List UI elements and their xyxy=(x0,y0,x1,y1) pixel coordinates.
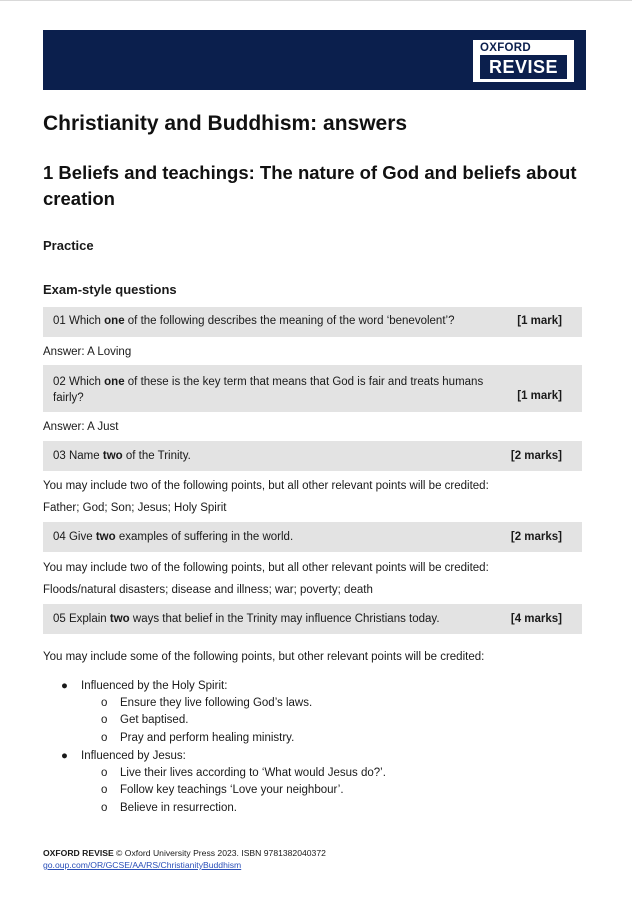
question-mark: [2 marks] xyxy=(510,531,562,543)
question-text: 05 Explain two ways that belief in the Trinity may influence Christians today. xyxy=(53,613,440,625)
question-box-01 xyxy=(43,307,582,337)
question-text: 04 Give two examples of suffering in the world. xyxy=(53,531,294,543)
circle-bullet-icon: o xyxy=(101,697,108,709)
question-mark: [4 marks] xyxy=(510,613,562,625)
answer-03-list: Father; God; Son; Jesus; Holy Spirit xyxy=(43,502,227,514)
answer-02: Answer: A Just xyxy=(43,421,119,433)
page-top-border xyxy=(0,0,632,1)
circle-bullet-icon: o xyxy=(101,802,108,814)
circle-bullet-icon: o xyxy=(101,784,108,796)
circle-bullet-icon: o xyxy=(101,714,108,726)
header-banner xyxy=(43,30,586,90)
footer-copyright: OXFORD REVISE © Oxford University Press 2023. ISBN 9781382040372 xyxy=(43,848,326,858)
question-text: 03 Name two of the Trinity. xyxy=(53,450,191,462)
question-box-05 xyxy=(43,604,582,634)
question-text: 02 Which one of these is the key term that means that God is fair and treats humans fairly? xyxy=(53,376,484,404)
footer-link[interactable]: go.oup.com/OR/GCSE/AA/RS/ChristianityBuddhism xyxy=(43,860,242,870)
circle-bullet-icon: o xyxy=(101,767,108,779)
exam-questions-heading: Exam-style questions xyxy=(43,282,177,297)
section-title: 1 Beliefs and teachings: The nature of God and beliefs about creation xyxy=(43,162,577,209)
logo-bottom-text: REVISE xyxy=(480,55,567,79)
answer-01: Answer: A Loving xyxy=(43,346,132,358)
answer-03-intro: You may include two of the following points, but all other relevant points will be credited: xyxy=(43,480,489,492)
question-box-03 xyxy=(43,441,582,471)
answer-04-intro: You may include two of the following points, but all other relevant points will be credited: xyxy=(43,562,489,574)
answer-05-intro: You may include some of the following points, but other relevant points will be credited: xyxy=(43,651,485,663)
circle-bullet-icon: o xyxy=(101,732,108,744)
bullet-dot-icon: ● xyxy=(61,680,68,692)
question-mark: [2 marks] xyxy=(510,450,562,462)
logo-top-text: OXFORD xyxy=(480,42,531,54)
oxford-revise-logo xyxy=(473,40,574,82)
answer-04-list: Floods/natural disasters; disease and illness; war; poverty; death xyxy=(43,584,373,596)
question-box-04 xyxy=(43,522,582,552)
question-box-02 xyxy=(43,365,582,412)
bullet-dot-icon: ● xyxy=(61,750,68,762)
page-title: Christianity and Buddhism: answers xyxy=(43,112,408,135)
question-mark: [1 mark] xyxy=(517,390,562,402)
question-text: 01 Which one of the following describes the meaning of the word ‘benevolent’? xyxy=(53,315,455,327)
question-mark: [1 mark] xyxy=(517,315,562,327)
practice-heading: Practice xyxy=(43,238,94,253)
